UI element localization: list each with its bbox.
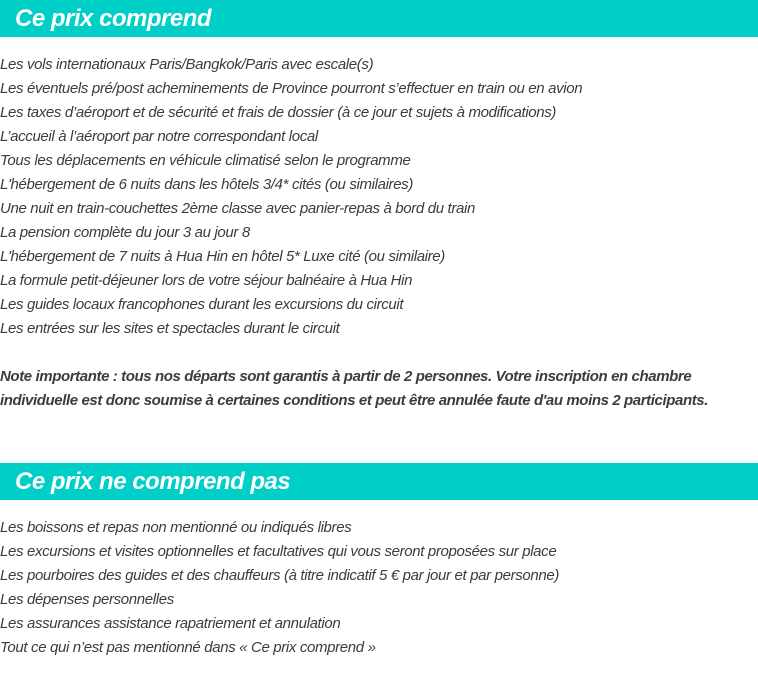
list-item: L’accueil à l’aéroport par notre correspondant local: [0, 128, 318, 145]
important-note: Note importante : tous nos départs sont garantis à partir de 2 personnes. Votre inscription en chambre individuelle est donc soumise à certaines conditions et peut être annulée faute d'au moins 2 participants.: [0, 368, 709, 409]
list-item: La formule petit-déjeuner lors de votre séjour balnéaire à Hua Hin: [0, 272, 413, 289]
list-item: Les éventuels pré/post acheminements de Province pourront s’effectuer en train ou en avion: [0, 80, 583, 97]
included-list: [0, 53, 582, 341]
list-item: Les dépenses personnelles: [0, 591, 174, 608]
list-item: L'hébergement de 6 nuits dans les hôtels 3/4* cités (ou similaires): [0, 176, 413, 193]
excluded-title: Ce prix ne comprend pas: [15, 468, 291, 495]
excluded-header: [0, 463, 758, 500]
list-item: Tous les déplacements en véhicule climatisé selon le programme: [0, 152, 411, 169]
list-item: Les assurances assistance rapatriement et annulation: [0, 615, 341, 632]
list-item: Les guides locaux francophones durant les excursions du circuit: [0, 296, 404, 313]
list-item: Les taxes d’aéroport et de sécurité et frais de dossier (à ce jour et sujets à modifications): [0, 104, 557, 121]
list-item: La pension complète du jour 3 au jour 8: [0, 224, 250, 241]
list-item: Une nuit en train-couchettes 2ème classe avec panier-repas à bord du train: [0, 200, 475, 217]
list-item: Les pourboires des guides et des chauffeurs (à titre indicatif 5 € par jour et par personne): [0, 567, 559, 584]
list-item: Les vols internationaux Paris/Bangkok/Paris avec escale(s): [0, 56, 374, 73]
list-item: Les entrées sur les sites et spectacles durant le circuit: [0, 320, 340, 337]
included-title: Ce prix comprend: [15, 5, 212, 32]
list-item: Tout ce qui n’est pas mentionné dans « Ce prix comprend »: [0, 639, 376, 656]
list-item: L'hébergement de 7 nuits à Hua Hin en hôtel 5* Luxe cité (ou similaire): [0, 248, 445, 265]
included-header: [0, 0, 758, 37]
list-item: Les boissons et repas non mentionné ou indiqués libres: [0, 519, 352, 536]
list-item: Les excursions et visites optionnelles et facultatives qui vous seront proposées sur place: [0, 543, 557, 560]
excluded-list: [0, 516, 559, 660]
